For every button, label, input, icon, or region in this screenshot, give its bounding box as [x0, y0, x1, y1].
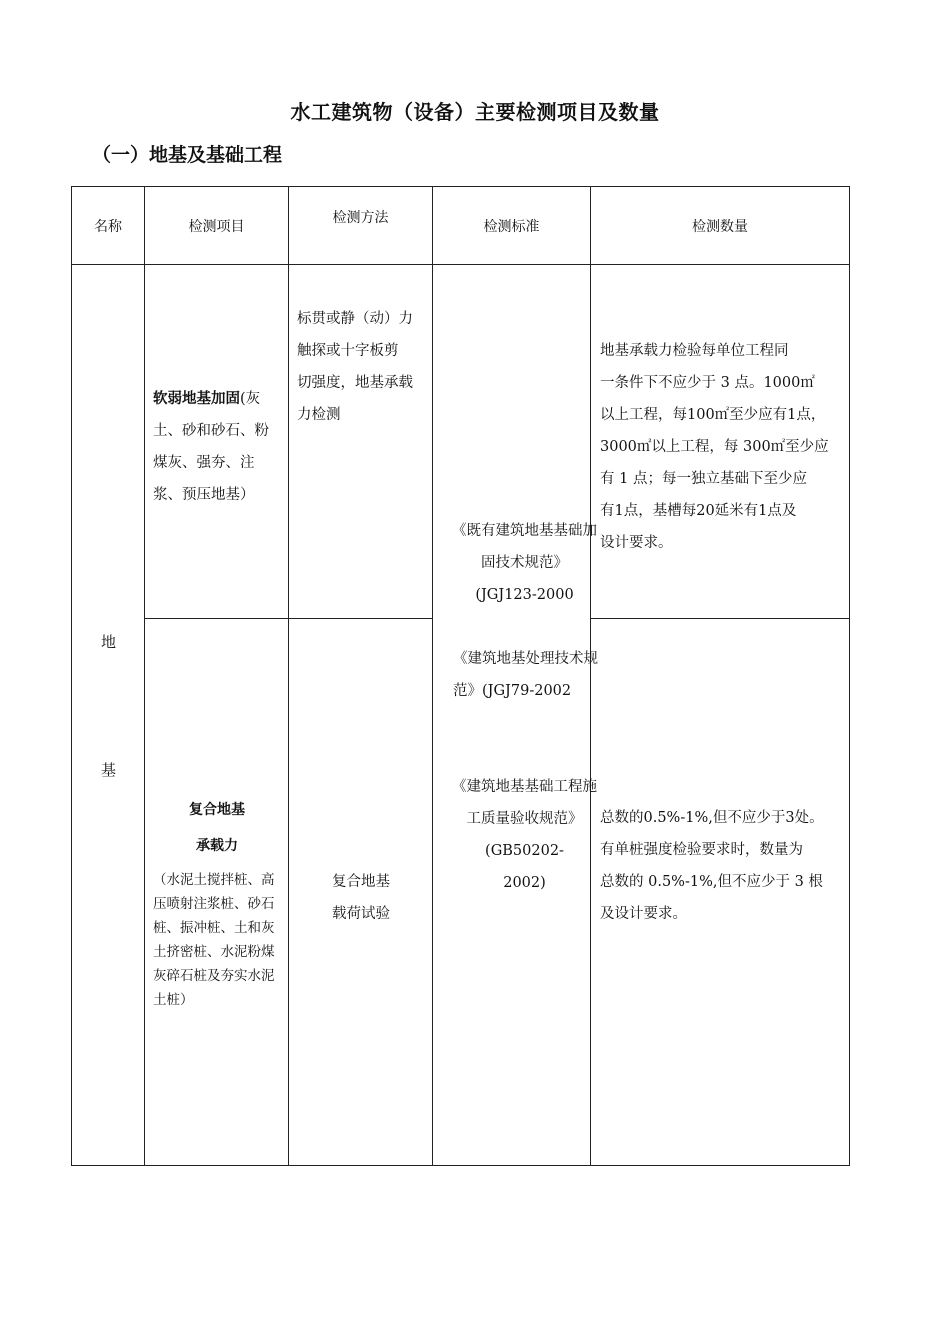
header-item: 检测项目 — [145, 187, 289, 265]
table-row — [72, 265, 850, 619]
quantity-cell-1 — [591, 265, 850, 619]
header-standard: 检测标准 — [433, 187, 591, 265]
item-cell-1 — [145, 265, 289, 619]
header-name: 名称 — [72, 187, 145, 265]
category-cell — [72, 265, 145, 1166]
quantity-text-2: 总数的0.5%-1%,但不应少于3处。 有单桩强度检验要求时，数量为 总数的 0.5%-1%,但不应少于 3 根 及设计要求。 — [600, 810, 824, 922]
item-rest-2: （水泥土搅拌桩、高压喷射注浆桩、砂石桩、振冲桩、土和灰土挤密桩、水泥粉煤灰碎石桩及夯实水泥土桩） — [153, 872, 275, 1008]
document-title: 水工建筑物（设备）主要检测项目及数量 — [290, 100, 660, 124]
standard-cell — [433, 265, 598, 1166]
header-quantity: 检测数量 — [591, 187, 850, 265]
quantity-cell-2 — [591, 619, 850, 1166]
method-cell-1 — [289, 265, 433, 619]
category-char-2: 基 — [100, 761, 116, 779]
inspection-table — [71, 186, 850, 1166]
quantity-text-1: 地基承载力检验每单位工程同 一条件下不应少于 3 点。1000㎡ 以上工程，每100㎡至少应有1点， 3000㎡以上工程，每 300㎡至少应 有 1 点；每一独立基础下至少应 有1点，基槽每20延米有1点及 设计要求。 — [600, 343, 829, 551]
table-header-row — [72, 187, 850, 265]
item-bold-1: 软弱地基加固 — [153, 391, 240, 407]
standard-1: 《既有建筑地基基础加 固技术规范》 (JGJ123-2000 — [452, 523, 597, 603]
item-text-1 — [153, 383, 283, 511]
method-text-2: 复合地基 载荷试验 — [332, 874, 390, 922]
header-method: 检测方法 — [289, 187, 433, 265]
method-text-1: 标贯或静（动）力 触探或十字板剪 切强度，地基承载 力检测 — [297, 311, 413, 423]
item-cell-2 — [145, 619, 289, 1166]
category-char-1: 地 — [100, 633, 116, 651]
item-bold-2b: 承载力 — [196, 838, 238, 854]
method-cell-2 — [289, 619, 433, 1166]
item-rest-1: (灰土、砂和砂石、粉煤灰、强夯、注浆、预压地基） — [153, 391, 269, 503]
standard-3: 《建筑地基基础工程施 工质量验收规范》 (GB50202- 2002) — [452, 779, 597, 891]
item-bold-2a: 复合地基 — [189, 802, 245, 818]
standard-2: 《建筑地基处理技术规 范》(JGJ79-2002 — [453, 651, 598, 699]
section-heading: （一）地基及基础工程 — [92, 144, 283, 166]
